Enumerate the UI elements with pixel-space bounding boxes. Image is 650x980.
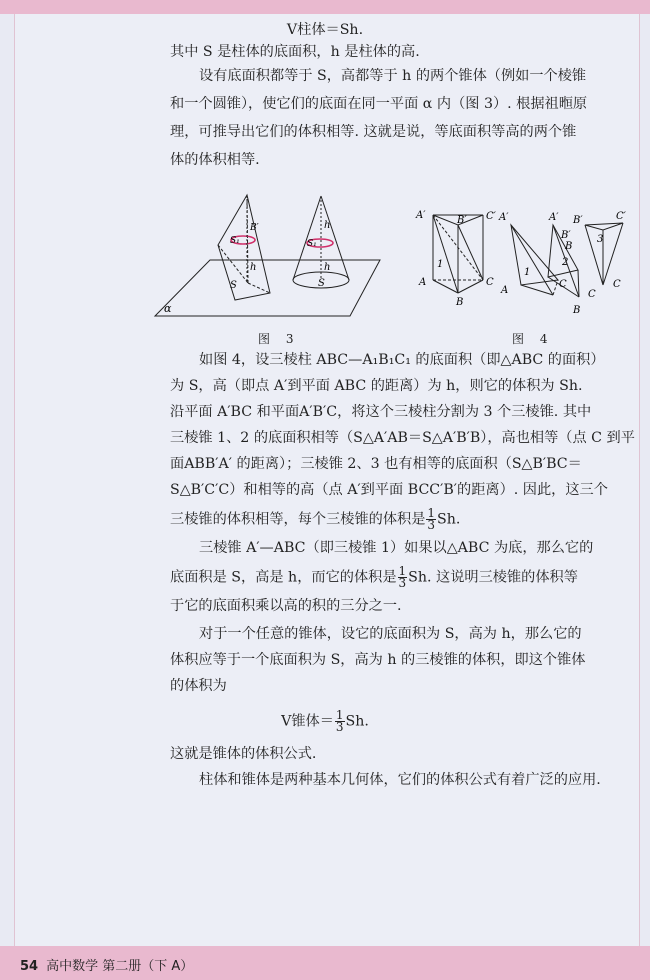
cone-volume-formula [0, 710, 650, 733]
paragraph-1: 其中 S 是柱体的底面积，h 是柱体的高. [170, 44, 420, 60]
figure-3-label-b1: B′ [250, 223, 259, 233]
figure-3-label-s1: S₁ [230, 236, 240, 246]
figure-4-left-b1: B′ [457, 215, 467, 226]
paragraph-4-line-2 [0, 566, 650, 589]
paragraph-5-line-3: 的体积为 [170, 678, 227, 694]
figure-4-left-c: C [486, 277, 494, 288]
figure-4-right-c1: C′ [616, 211, 626, 222]
cone-formula-rhs: Sh. [345, 713, 369, 730]
paragraph-3-line-1: 如图 4，设三棱柱 ABC—A₁B₁C₁ 的底面积（即△ABC 的面积） [199, 352, 605, 368]
cone-formula-lhs: V锥体＝ [281, 713, 334, 730]
fraction-one-third-2: $\frac{1}{3}$ [398, 564, 407, 590]
page-footer [20, 955, 193, 974]
figure-4-left-1: 1 [437, 259, 444, 270]
paragraph-5-line-2: 体积应等于一个底面积为 S，高为 h 的三棱锥的体积，即这个锥体 [170, 652, 586, 668]
figure-4-right-c-b: C [588, 289, 596, 300]
paragraph-3-line-7 [0, 508, 650, 531]
paragraph-2-line-3: 理，可推导出它们的体积相等. 这就是说，等底面积等高的两个锥 [170, 124, 577, 140]
figure-4-right-b-bottom: B [573, 305, 581, 316]
paragraph-2-line-1: 设有底面积都等于 S，高都等于 h 的两个锥体（例如一个棱锥 [199, 68, 587, 84]
figure-4-right-a: A [501, 285, 509, 296]
paragraph-2-line-4: 体的体积相等. [170, 152, 260, 168]
figure-4-left-a: A [419, 277, 427, 288]
paragraph-4-line-2-text: 底面积是 S，高是 h，而它的体积是 [170, 569, 397, 586]
paragraph-3-line-7-text: 三棱锥的体积相等，每个三棱锥的体积是 [170, 511, 426, 528]
figure-3-label-s1-cone: S₁ [307, 239, 317, 249]
figure-4-right-a1: A′ [499, 212, 509, 223]
figure-4-right-b: B [565, 241, 573, 252]
paragraph-3-line-6: S△B′C′C）和相等的高（点 A′到平面 BCC′B′的距离）. 因此，这三个 [170, 482, 608, 498]
prism-volume-formula: V柱体＝Sh. [286, 22, 364, 38]
figure-3-label-h-left: h [250, 262, 257, 273]
figure-3-label-s-cone: S [318, 278, 325, 289]
figure-4-right-3: 3 [597, 234, 604, 245]
paragraph-6: 这就是锥体的体积公式. [170, 746, 317, 762]
figure-3-label-h1: h [324, 220, 331, 231]
paragraph-3-line-3: 沿平面 A′BC 和平面A′B′C，将这个三棱柱分割为 3 个三棱锥. 其中 [170, 404, 592, 420]
figure-4-right-a1-b: A′ [549, 212, 559, 223]
figure-4-left-b: B [456, 297, 464, 308]
figure-3-pyramid-and-cone [150, 188, 400, 323]
fraction-one-third-3: $\frac{1}{3}$ [335, 708, 344, 734]
figure-4-right-c: C [559, 279, 567, 290]
paragraph-7: 柱体和锥体是两种基本几何体，它们的体积公式有着广泛的应用. [199, 772, 601, 788]
figure-4-right-c-c: C [613, 279, 621, 290]
figure-4-right-1: 1 [524, 267, 531, 278]
top-border [0, 0, 650, 14]
figure-4-right-b1-b: B′ [561, 230, 571, 241]
paragraph-4-line-3: 于它的底面积乘以高的积的三分之一. [170, 598, 402, 614]
figure-3-label-s-left: S [230, 280, 237, 291]
paragraph-3-line-7-end: Sh. [437, 511, 461, 528]
fraction-one-third: $\frac{1}{3}$ [427, 506, 436, 532]
figure-4-triangular-prism-division [413, 205, 643, 320]
figure-3-label-alpha: α [164, 302, 172, 315]
paragraph-2-line-2: 和一个圆锥），使它们的底面在同一平面 α 内（图 3）. 根据祖暅原 [170, 96, 588, 112]
book-title: 高中数学 第二册（下 A） [46, 959, 194, 974]
paragraph-5-line-1: 对于一个任意的锥体，设它的底面积为 S，高为 h，那么它的 [199, 626, 582, 642]
paragraph-4-line-2-end: Sh. 这说明三棱锥的体积等 [408, 569, 578, 586]
paragraph-4-line-1: 三棱锥 A′—ABC（即三棱锥 1）如果以△ABC 为底，那么它的 [199, 540, 594, 556]
figure-3-caption: 图 3 [258, 332, 300, 346]
figure-4-left-a1: A′ [416, 210, 426, 221]
paragraph-3-line-4: 三棱锥 1、2 的底面积相等（S△A′AB＝S△A′B′B），高也相等（点 C 到平 [170, 430, 635, 446]
paragraph-3-line-2: 为 S，高（即点 A′到平面 ABC 的距离）为 h，则它的体积为 Sh. [170, 378, 583, 394]
paragraph-3-line-5: 面ABB′A′ 的距离）；三棱锥 2、3 也有相等的底面积（S△B′BC＝ [170, 456, 582, 472]
figure-4-right-2: 2 [562, 257, 569, 268]
figure-4-left-c1: C′ [486, 211, 496, 222]
figure-3-label-h-cone: h [324, 262, 331, 273]
page-number: 54 [20, 959, 39, 974]
figure-4-right-b1: B′ [573, 215, 583, 226]
figure-4-caption: 图 4 [512, 332, 554, 346]
